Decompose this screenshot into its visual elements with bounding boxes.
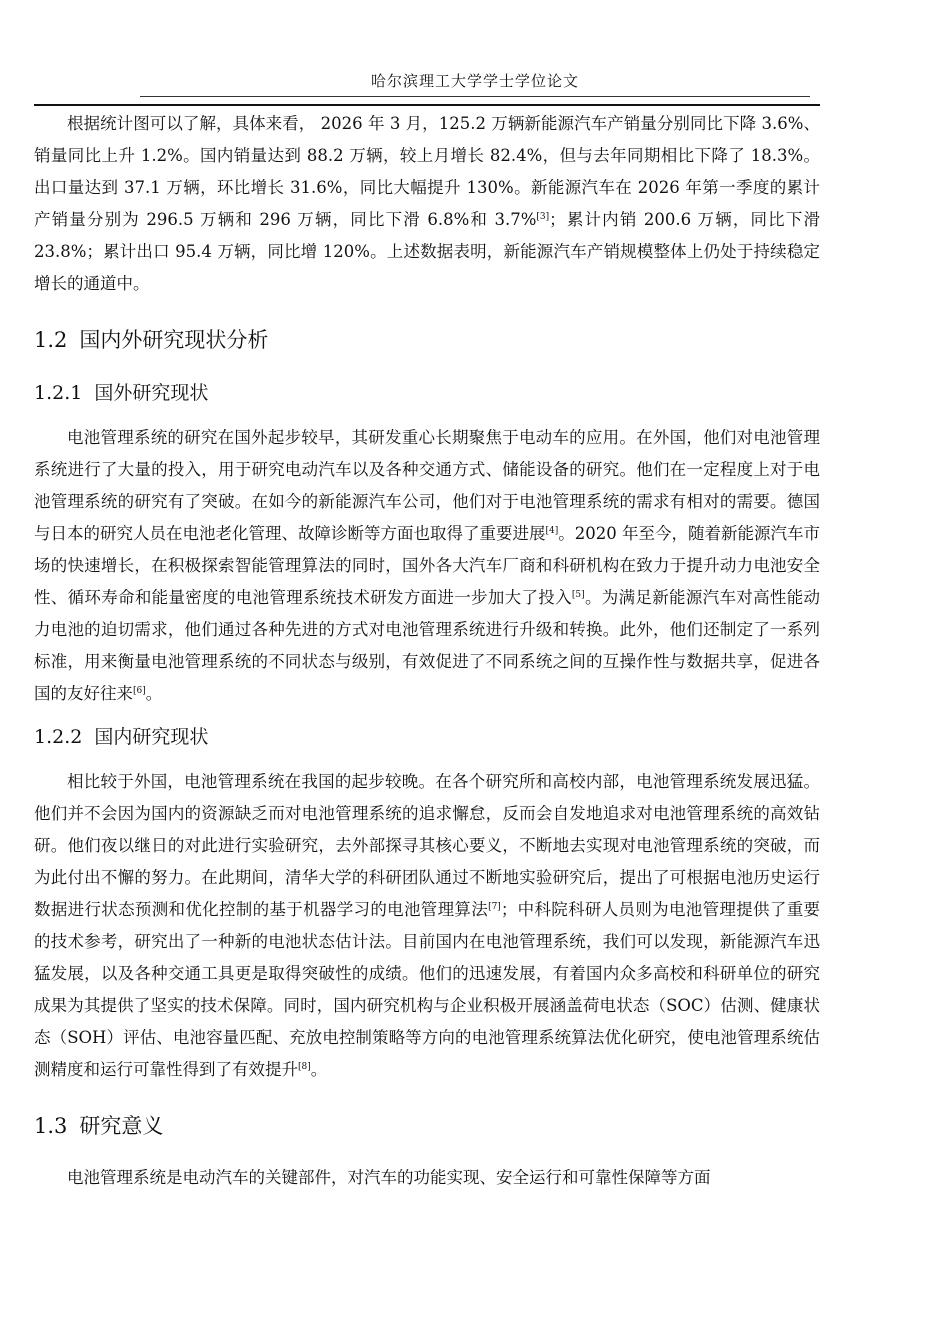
text-run: 。为满足新能源汽车对高性能动力电池的迫切需求，他们通过各种先进的方式对电池管理系统进行升级和转换。此外，他们还制定了一系列标准，用来衡量电池管理系统的不同状态与级别，有效促进了不同系统之间的互操作性与数据共享，促进各国的友好往来 bbox=[34, 588, 821, 703]
section-number: 1.2.1 bbox=[34, 382, 83, 404]
section-number: 1.3 bbox=[34, 1114, 68, 1138]
section-title: 国外研究现状 bbox=[94, 382, 209, 404]
paragraph-research-significance bbox=[34, 1162, 820, 1194]
text-run: 电池管理系统是电动汽车的关键部件，对汽车的功能实现、安全运行和可靠性保障等方面 bbox=[67, 1168, 711, 1187]
paragraph-domestic-research bbox=[34, 766, 820, 1086]
page-body bbox=[34, 108, 820, 1194]
text-run: ；累计内销 200.6 万辆，同比下滑 23.8%；累计出口 95.4 万辆，同比增 120%。上述数据表明，新能源汽车产销规模整体上仍处于持续稳定增长的通道中。 bbox=[34, 210, 820, 293]
citation-reference[interactable]: [7] bbox=[488, 902, 501, 912]
citation-reference[interactable]: [5] bbox=[571, 590, 585, 600]
section-title: 国内外研究现状分析 bbox=[79, 328, 269, 352]
citation-reference[interactable]: [8] bbox=[298, 1062, 311, 1072]
text-run: 。2020 年至今，随着新能源汽车市场的快速增长，在积极探索智能管理算法的同时，国外各大汽车厂商和科研机构在致力于提升动力电池安全性、循环寿命和能量密度的电池管理系统技术研发方面进一步加大了投入 bbox=[34, 524, 820, 607]
section-title: 国内研究现状 bbox=[94, 726, 209, 748]
text-run: 相比较于外国，电池管理系统在我国的起步较晚。在各个研究所和高校内部，电池管理系统发展迅猛。他们并不会因为国内的资源缺乏而对电池管理系统的追求懈怠，反而会自发地追求对电池管理系统的高效钻研。他们夜以继日的对此进行实验研究，去外部探寻其核心要义，不断地去实现对电池管理系统的突破，而为此付出不懈的努力。在此期间，清华大学的科研团队通过不断地实验研究后，提出了可根据电池历史运行数据进行状态预测和优化控制的基于机器学习的电池管理算法 bbox=[34, 772, 820, 919]
header-rule-thick bbox=[34, 104, 820, 106]
text-run: ；中科院科研人员则为电池管理提供了重要的技术参考，研究出了一种新的电池状态估计法。目前国内在电池管理系统，我们可以发现，新能源汽车迅猛发展，以及各种交通工具更是取得突破性的成绩。他们的迅速发展，有着国内众多高校和科研单位的研究成果为其提供了坚实的技术保障。同时，国内研究机构与企业积极开展涵盖荷电状态（SOC）估测、健康状态（SOH）评估、电池容量匹配、充放电控制策略等方向的电池管理系统算法优化研究，使电池管理系统估测精度和运行可靠性得到了有效提升 bbox=[34, 900, 821, 1079]
section-heading-1-3 bbox=[34, 1108, 820, 1144]
header-rule-thin bbox=[140, 96, 810, 97]
section-number: 1.2.2 bbox=[34, 726, 83, 748]
paragraph-sales-statistics bbox=[34, 108, 820, 300]
section-title: 研究意义 bbox=[79, 1114, 164, 1138]
text-run: 电池管理系统的研究在国外起步较早，其研发重心长期聚焦于电动车的应用。在外国，他们对电池管理系统进行了大量的投入，用于研究电动汽车以及各种交通方式、储能设备的研究。他们在一定程度上对于电池管理系统的研究有了突破。在如今的新能源汽车公司，他们对于电池管理系统的需求有相对的需要。德国与日本的研究人员在电池老化管理、故障诊断等方面也取得了重要进展 bbox=[34, 428, 820, 543]
section-heading-1-2-1 bbox=[34, 376, 820, 410]
paragraph-foreign-research bbox=[34, 422, 820, 710]
text-run: 。 bbox=[145, 684, 163, 703]
section-number: 1.2 bbox=[34, 328, 68, 352]
section-heading-1-2-2 bbox=[34, 720, 820, 754]
text-run: 。 bbox=[310, 1060, 328, 1079]
citation-reference[interactable]: [3] bbox=[536, 212, 550, 222]
page-header-title: 哈尔滨理工大学学士学位论文 bbox=[370, 72, 579, 90]
text-run: 根据统计图可以了解，具体来看， 2026 年 3 月，125.2 万辆新能源汽车产销量分别同比下降 3.6%、销量同比上升 1.2%。国内销量达到 88.2 万辆，较上月增长 82.4%，但与去年同期相比下降了 18.3%。出口量达到 37.1 万辆，环比增长 31.6%，同比大幅提升 130%。新能源汽车在 2026 年第一季度的累计产销量分别为 296.5 万辆和 296 万辆，同比下滑 6.8%和 3.7% bbox=[34, 114, 820, 229]
citation-reference[interactable]: [4] bbox=[545, 526, 559, 536]
section-heading-1-2 bbox=[34, 322, 820, 358]
citation-reference[interactable]: [6] bbox=[133, 686, 146, 696]
